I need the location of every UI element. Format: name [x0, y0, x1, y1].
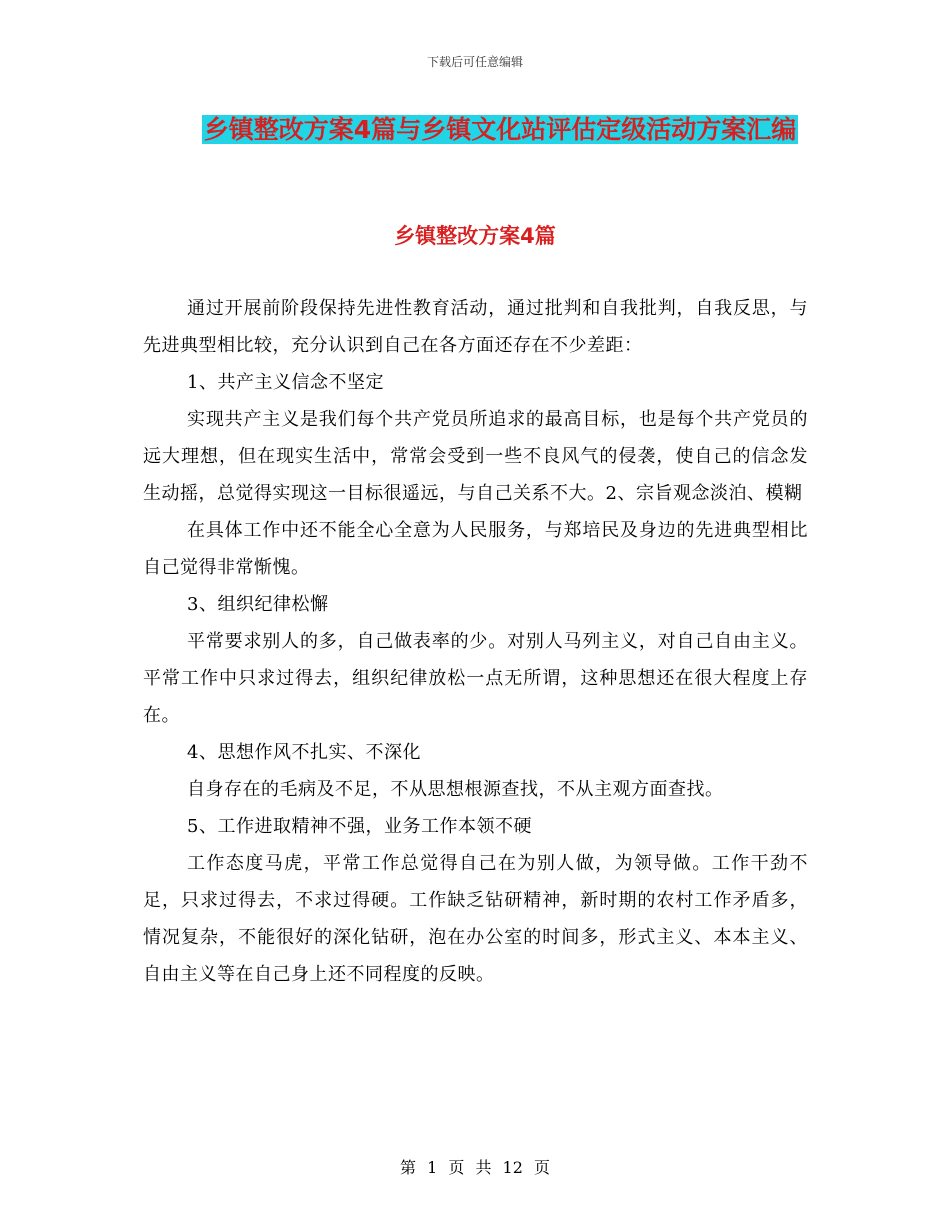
- document-title: [180, 107, 820, 153]
- section-title: 乡镇整改方案4篇: [394, 224, 556, 248]
- paragraph: 工作态度马虎，平常工作总觉得自己在为别人做，为领导做。工作干劲不足，只求过得去，不求过得硬。工作缺乏钻研精神，新时期的农村工作矛盾多，情况复杂，不能很好的深化钻研，泡在办公室的时间多，形式主义、本本主义、自由主义等在自己身上还不同程度的反映。: [143, 853, 808, 985]
- paragraph: 5、工作进取精神不强，业务工作本领不硬: [187, 816, 532, 837]
- paragraph: 通过开展前阶段保持先进性教育活动，通过批判和自我批判，自我反思，与先进典型相比较，充分认识到自己在各方面还存在不少差距：: [143, 298, 808, 356]
- header-note: 下载后可任意编辑: [426, 55, 523, 69]
- paragraph: 4、思想作风不扎实、不深化: [187, 742, 421, 763]
- paragraph: 在具体工作中还不能全心全意为人民服务，与郑培民及身边的先进典型相比自己觉得非常惭愧。: [143, 520, 808, 578]
- paragraph: 平常要求别人的多，自己做表率的少。对别人马列主义，对自己自由主义。平常工作中只求过得去，组织纪律放松一点无所谓，这种思想还在很大程度上存在。: [143, 631, 808, 726]
- paragraph: 自身存在的毛病及不足，不从思想根源查找，不从主观方面查找。: [187, 779, 724, 800]
- page-number-footer: 第 1 页 共 12 页: [400, 1158, 550, 1177]
- document-title-text: 乡镇整改方案4篇与乡镇文化站评估定级活动方案汇编: [203, 115, 797, 144]
- document-body: [143, 290, 808, 993]
- paragraph: 实现共产主义是我们每个共产党员所追求的最高目标，也是每个共产党员的远大理想，但在现实生活中，常常会受到一些不良风气的侵袭，使自己的信念发生动摇，总觉得实现这一目标很遥远，与自己关系不大。2、宗旨观念淡泊、模糊: [143, 409, 808, 504]
- paragraph: 3、组织纪律松懈: [187, 594, 329, 615]
- paragraph: 1、共产主义信念不坚定: [187, 372, 384, 393]
